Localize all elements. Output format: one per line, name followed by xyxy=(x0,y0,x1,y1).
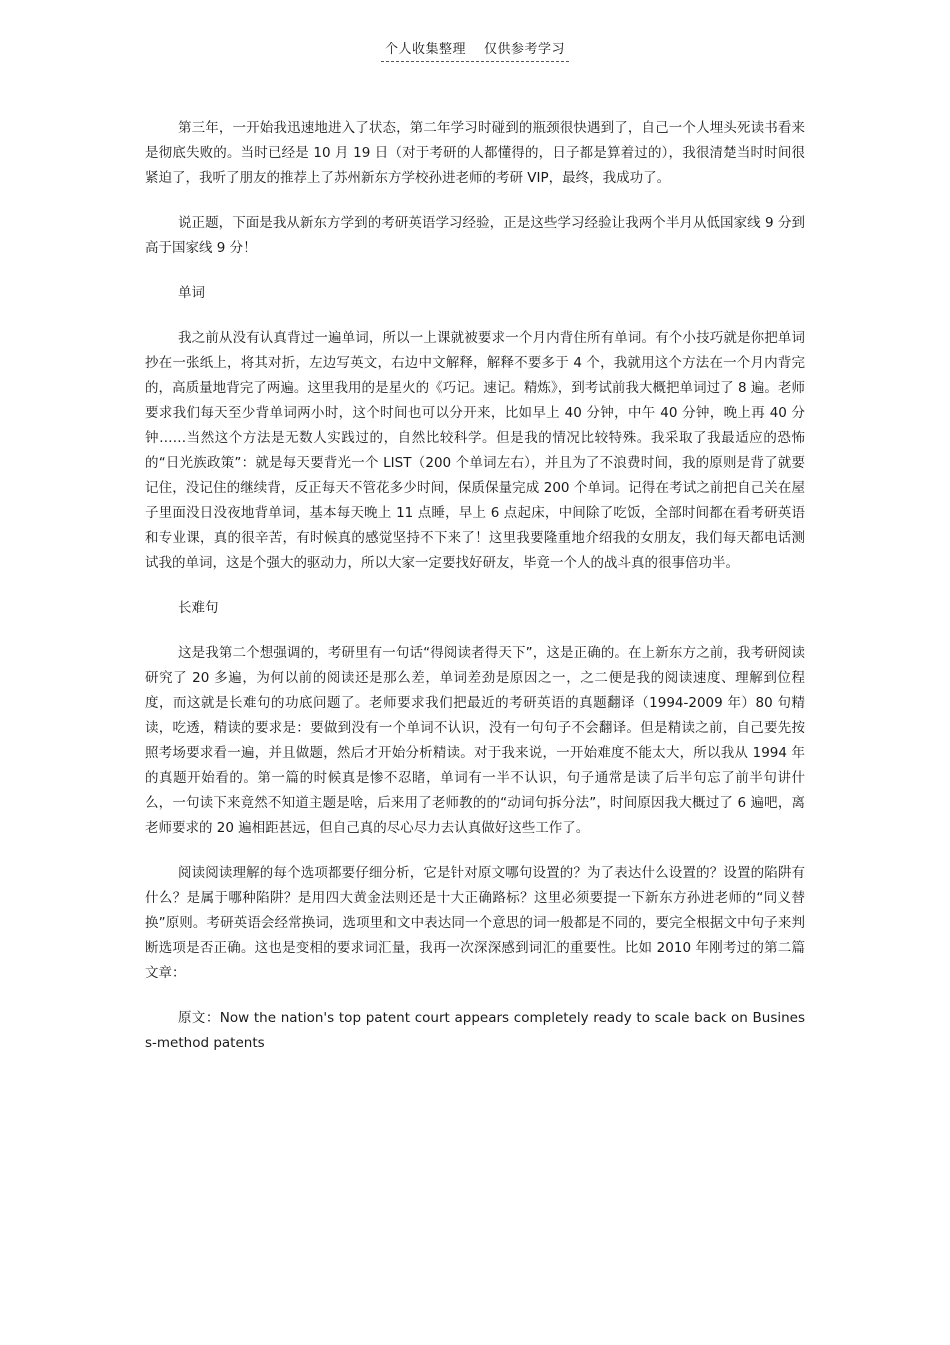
header-left-text: 个人收集整理 xyxy=(384,42,466,57)
section-heading-vocabulary: 单词 xyxy=(178,285,205,301)
header-right-text: 仅供参考学习 xyxy=(484,42,566,57)
page-header xyxy=(0,38,950,62)
paragraph-vocabulary: 我之前从没有认真背过一遍单词，所以一上课就被要求一个月内背住所有单词。有个小技巧就是你把单词抄在一张纸上，将其对折，左边写英文，右边中文解释，解释不要多于 4 个，我就用这个方法在一个月内背完的，高质量地背完了两遍。这里我用的是星火的《巧记。速记。精炼》，到考试前我大概把单词过了 8 遍。老师要求我们每天至少背单词两小时，这个时间也可以分开来，比如早上 40 分钟，中午 40 分钟，晚上再 40 分钟……当然这个方法是无数人实践过的，自然比较科学。但是我的情况比较特殊。我采取了我最适应的恐怖的“日光族政策”：就是每天要背光一个 LIST（200 个单词左右），并且为了不浪费时间，我的原则是背了就要记住，没记住的继续背，反正每天不管花多少时间，保质保量完成 200 个单词。记得在考试之前把自己关在屋子里面没日没夜地背单词，基本每天晚上 11 点睡，早上 6 点起床，中间除了吃饭，全部时间都在看考研英语和专业课，真的很辛苦，有时候真的感觉坚持不下来了！这里我要隆重地介绍我的女朋友，我们每天都电话测试我的单词，这是个强大的驱动力，所以大家一定要找好研友，毕竟一个人的战斗真的很事倍功半。 xyxy=(145,330,805,571)
paragraph-original-text: 原文：Now the nation's top patent court appears completely ready to scale back on Business-method patents xyxy=(145,1010,805,1051)
section-heading-long-sentences: 长难句 xyxy=(178,600,219,616)
header-line xyxy=(381,38,569,62)
paragraph-main-topic: 说正题，下面是我从新东方学到的考研英语学习经验，正是这些学习经验让我两个半月从低国家线 9 分到高于国家线 9 分！ xyxy=(145,215,805,256)
document-body xyxy=(145,116,805,1076)
paragraph-reading-options: 阅读阅读理解的每个选项都要仔细分析，它是针对原文哪句设置的？为了表达什么设置的？设置的陷阱有什么？是属于哪种陷阱？是用四大黄金法则还是十大正确路标？这里必须要提一下新东方孙进老师的“同义替换”原则。考研英语会经常换词，选项里和文中表达同一个意思的词一般都是不同的，要完全根据文中句子来判断选项是否正确。这也是变相的要求词汇量，我再一次深深感到词汇的重要性。比如 2010 年刚考过的第二篇文章： xyxy=(145,865,805,981)
paragraph-long-sentences: 这是我第二个想强调的，考研里有一句话“得阅读者得天下”，这是正确的。在上新东方之前，我考研阅读研究了 20 多遍，为何以前的阅读还是那么差，单词差劲是原因之一，之二便是我的阅读速度、理解到位程度，而这就是长难句的功底问题了。老师要求我们把最近的考研英语的真题翻译（1994-2009 年）80 句精读，吃透，精读的要求是：要做到没有一个单词不认识，没有一句句子不会翻译。但是精读之前，自己要先按照考场要求看一遍，并且做题，然后才开始分析精读。对于我来说，一开始难度不能太大，所以我从 1994 年的真题开始看的。第一篇的时候真是惨不忍睹，单词有一半不认识，句子通常是读了后半句忘了前半句讲什么，一句读下来竟然不知道主题是啥，后来用了老师教的的“动词句拆分法”，时间原因我大概过了 6 遍吧，离老师要求的 20 遍相距甚远，但自己真的尽心尽力去认真做好这些工作了。 xyxy=(145,645,805,836)
paragraph-intro: 第三年，一开始我迅速地进入了状态，第二年学习时碰到的瓶颈很快遇到了，自己一个人埋头死读书看来是彻底失败的。当时已经是 10 月 19 日（对于考研的人都懂得的，日子都是算着过的），我很清楚当时时间很紧迫了，我听了朋友的推荐上了苏州新东方学校孙进老师的考研 VIP，最终，我成功了。 xyxy=(145,120,805,186)
